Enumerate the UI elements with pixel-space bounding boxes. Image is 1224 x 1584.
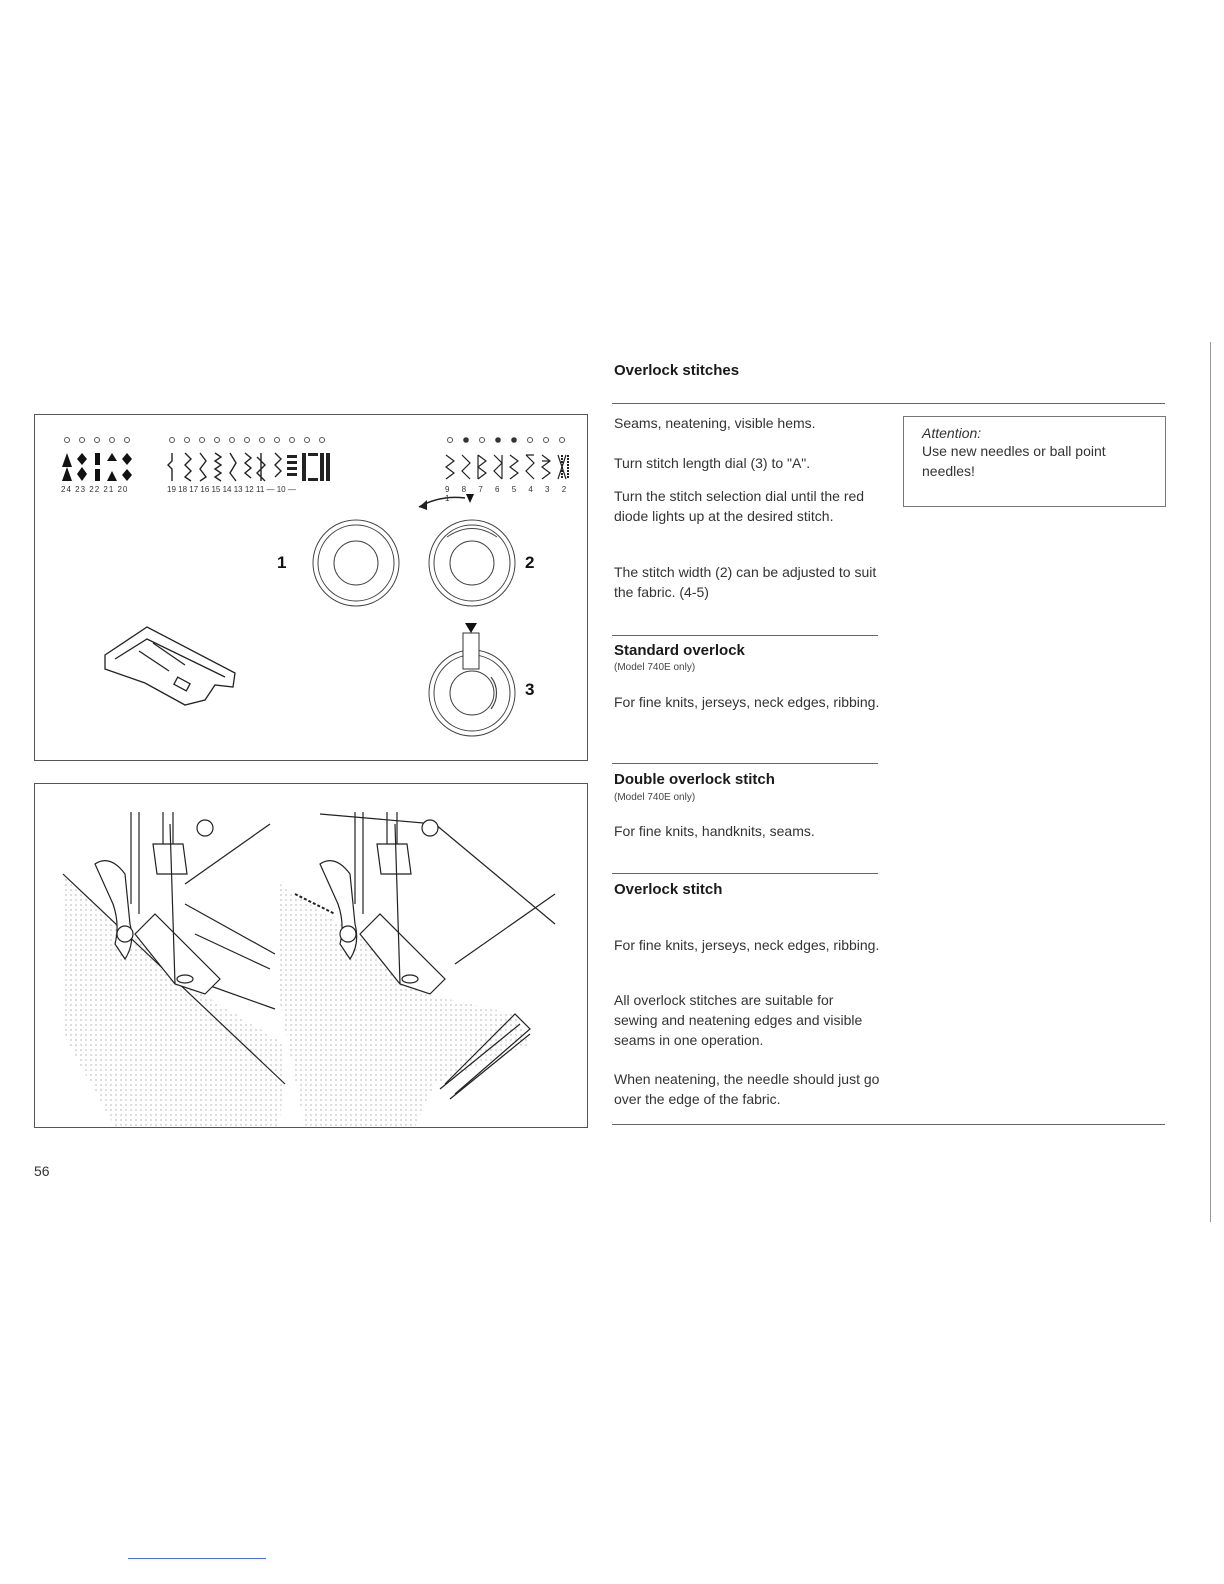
page-title: Overlock stitches	[614, 362, 740, 379]
section-divider	[612, 635, 878, 636]
presser-foot-sewing-illustration	[35, 784, 587, 1127]
stitch-numbers-middle: 19 18 17 16 15 14 13 12 11 — 10 —	[167, 485, 296, 494]
step-3-text: The stitch width (2) can be adjusted to suit the fabric. (4-5)	[614, 564, 877, 600]
page-number: 56	[34, 1163, 50, 1179]
paragraph-suitability: All overlock stitches are suitable for sewing and neatening edges and visible seams in one operation.	[614, 992, 863, 1048]
section-title-standard-overlock: Standard overlock	[614, 642, 745, 659]
section-text-overlock-stitch: For fine knits, jerseys, neck edges, ribbing.	[614, 937, 880, 953]
section-note-double-overlock: (Model 740E only)	[614, 792, 696, 803]
step-2-text: Turn the stitch selection dial until the red diode lights up at the desired stitch.	[614, 488, 865, 524]
stitch-numbers-left: 24 23 22 21 20	[61, 485, 129, 494]
dial-1-label: 1	[277, 553, 287, 572]
bottom-divider	[612, 1124, 1165, 1125]
attention-text: Use new needles or ball point needles!	[922, 443, 1106, 479]
scan-edge-line	[1210, 342, 1211, 1222]
footer-link-line	[128, 1558, 266, 1559]
sewing-illustration-figure	[34, 783, 588, 1128]
section-text-standard-overlock: For fine knits, jerseys, neck edges, ribbing.	[614, 694, 880, 710]
section-title-double-overlock: Double overlock stitch	[614, 771, 775, 788]
section-divider	[612, 873, 878, 874]
dial-3-label: 3	[525, 680, 535, 699]
section-text-double-overlock: For fine knits, handknits, seams.	[614, 823, 815, 839]
attention-label: Attention:	[922, 425, 982, 441]
stitch-chart-figure	[34, 414, 588, 761]
stitch-numbers-right: 9 8 7 6 5 4 3 2 1	[445, 485, 572, 503]
section-note-standard-overlock: (Model 740E only)	[614, 662, 696, 673]
attention-callout	[903, 416, 1166, 507]
step-1-text: Turn stitch length dial (3) to "A".	[614, 455, 811, 471]
title-divider	[612, 403, 1165, 404]
section-divider	[612, 763, 878, 764]
paragraph-neatening: When neatening, the needle should just go over the edge of the fabric.	[614, 1071, 880, 1107]
section-title-overlock-stitch: Overlock stitch	[614, 881, 723, 898]
intro-text: Seams, neatening, visible hems.	[614, 415, 816, 431]
stitch-chart-illustration	[35, 415, 587, 760]
dial-2-label: 2	[525, 553, 535, 572]
